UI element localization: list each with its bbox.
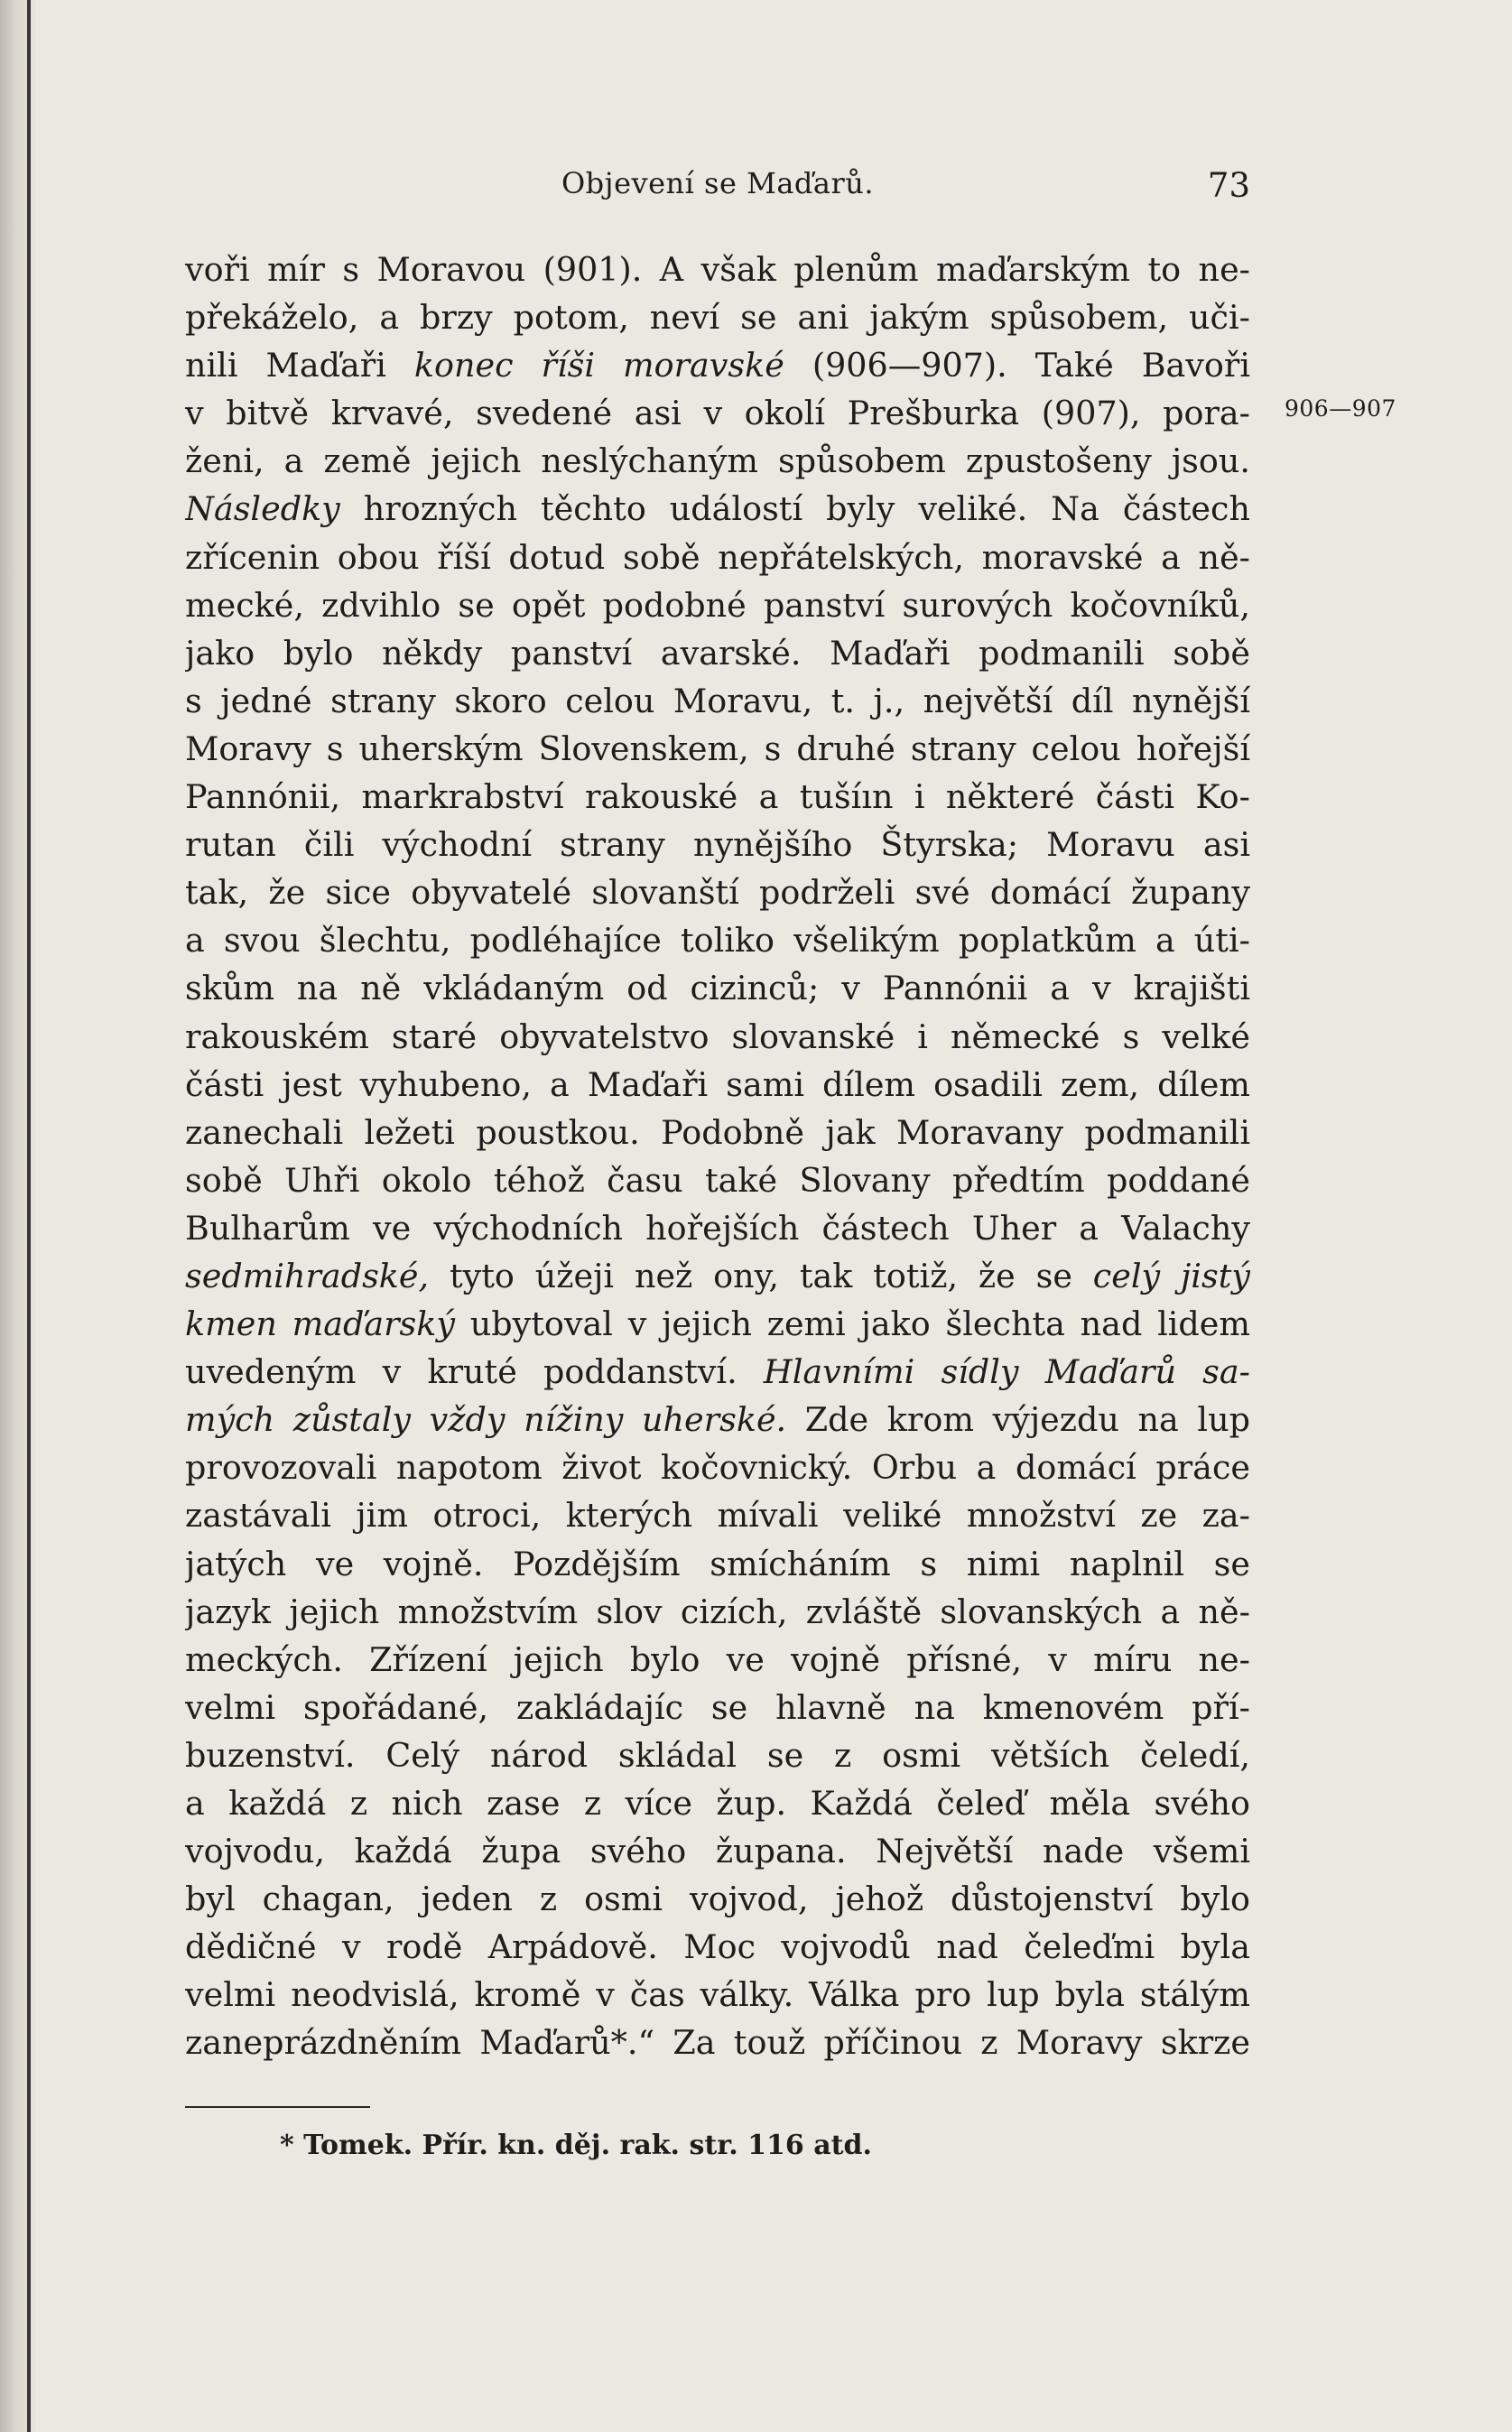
- text-line: [185, 1684, 1250, 1731]
- text-segment: velmi neodvislá, kromě v čas války. Válka pro lup byla stálým: [185, 1975, 1250, 2015]
- text-line: [185, 1971, 1250, 2019]
- text-line: [185, 1443, 1250, 1491]
- text-line: [185, 1731, 1250, 1779]
- text-line: [185, 821, 1250, 868]
- text-line: [185, 485, 1250, 533]
- text-line: [185, 1156, 1250, 1204]
- text-line: [185, 1300, 1250, 1348]
- text-line: [185, 1636, 1250, 1684]
- text-segment: jazyk jejich množstvím slov cizích, zvláště slovanských a ně-: [185, 1592, 1250, 1631]
- text-line: [185, 629, 1250, 677]
- italic-text: konec říši moravské: [413, 346, 784, 385]
- text-segment: s jedné strany skoro celou Moravu, t. j., největší díl nynější: [185, 681, 1250, 720]
- text-line: [185, 1348, 1250, 1396]
- footnote-rule: [185, 2106, 370, 2108]
- text-segment: Bulharům ve východních hořejších částech Uher a Valachy: [185, 1208, 1250, 1248]
- text-segment: zřícenin obou říší dotud sobě nepřátelských, moravské a ně-: [185, 537, 1250, 577]
- text-line: [185, 389, 1250, 437]
- footnote: * Tomek. Přír. kn. děj. rak. str. 116 atd.: [280, 2130, 872, 2161]
- italic-text: Hlavními sídly Maďarů sa-: [763, 1352, 1250, 1392]
- text-line: [185, 964, 1250, 1012]
- text-line: [185, 341, 1250, 389]
- text-segment: dědičné v rodě Arpádově. Moc vojvodů nad čeleďmi byla: [185, 1927, 1250, 1967]
- text-line: [185, 1540, 1250, 1588]
- text-line: [185, 868, 1250, 916]
- italic-text: celý jistý: [1092, 1256, 1250, 1295]
- text-segment: (906—907). Také Bavoři: [784, 346, 1250, 385]
- text-segment: tak, že sice obyvatelé slovanští podrželi své domácí župany: [185, 873, 1250, 913]
- running-head: Objevení se Maďarů.: [561, 166, 875, 200]
- text-segment: velmi spořádané, zakládajíc se hlavně na kmenovém pří-: [185, 1687, 1250, 1727]
- text-segment: provozovali napotom život kočovnický. Orbu a domácí práce: [185, 1448, 1250, 1488]
- text-segment: zanechali ležeti poustkou. Podobně jak Moravany podmanili: [185, 1112, 1250, 1152]
- text-segment: sobě Uhři okolo téhož času také Slovany předtím poddané: [185, 1160, 1250, 1200]
- text-line: [185, 1923, 1250, 1971]
- text-segment: rutan čili východní strany nynějšího Štyrska; Moravu asi: [185, 825, 1250, 865]
- text-segment: jatých ve vojně. Pozdějším smícháním s nimi naplnil se: [185, 1544, 1250, 1583]
- page-header: [185, 166, 1250, 211]
- text-segment: Moravy s uherským Slovenskem, s druhé strany celou hořejší: [185, 729, 1250, 768]
- text-segment: byl chagan, jeden z osmi vojvod, jehož důstojenství bylo: [185, 1880, 1250, 1919]
- text-segment: nili Maďaři: [185, 346, 414, 385]
- text-line: [185, 1396, 1250, 1443]
- book-spine-edge: [27, 0, 31, 2432]
- text-segment: vojvodu, každá župa svého župana. Největší nade všemi: [185, 1832, 1250, 1871]
- text-segment: zastávali jim otroci, kterých mívali veliké množství ze za-: [185, 1496, 1250, 1536]
- text-segment: tyto úžeji než ony, tak totiž, že se: [429, 1256, 1093, 1295]
- text-segment: buzenství. Celý národ skládal se z osmi větších čeledí,: [185, 1735, 1250, 1775]
- text-line: [185, 677, 1250, 725]
- margin-date-note: 906—907: [1285, 395, 1396, 422]
- text-line: [185, 1779, 1250, 1827]
- text-segment: v bitvě krvavé, svedené asi v okolí Prešburka (907), pora-: [185, 394, 1250, 433]
- text-line: [185, 293, 1250, 341]
- text-line: [185, 1013, 1250, 1061]
- text-segment: hrozných těchto událostí byly veliké. Na částech: [339, 489, 1250, 529]
- text-segment: Pannónii, markrabství rakouské a tušíın i některé části Ko-: [185, 777, 1250, 817]
- text-segment: zaneprázdněním Maďarů*.“ Za touž příčinou z Moravy skrze: [185, 2023, 1250, 2063]
- text-segment: Zde krom výjezdu na lup: [786, 1400, 1250, 1440]
- text-segment: meckých. Zřízení jejich bylo ve vojně přísné, v míru ne-: [185, 1639, 1250, 1679]
- text-line: [185, 1109, 1250, 1156]
- text-line: [185, 773, 1250, 821]
- text-line: [185, 534, 1250, 581]
- italic-text: mých zůstaly vždy nížiny uherské.: [185, 1400, 787, 1440]
- page-number: 73: [1207, 166, 1250, 205]
- text-line: [185, 1252, 1250, 1300]
- text-line: [185, 1827, 1250, 1875]
- text-line: [185, 1204, 1250, 1252]
- text-segment: uvedeným v kruté poddanství.: [185, 1352, 764, 1392]
- text-segment: skům na ně vkládaným od cizinců; v Pannónii a v krajišti: [185, 969, 1250, 1008]
- text-segment: jako bylo někdy panství avarské. Maďaři podmanili sobě: [185, 633, 1250, 673]
- italic-text: sedmihradské,: [185, 1256, 430, 1295]
- text-segment: části jest vyhubeno, a Maďaři sami dílem osadili zem, dílem: [185, 1064, 1250, 1104]
- text-segment: voři mír s Moravou (901). A však plenům maďarským to ne-: [185, 250, 1250, 289]
- text-line: [185, 437, 1250, 485]
- text-segment: překáželo, a brzy potom, neví se ani jakým spůsobem, uči-: [185, 298, 1250, 338]
- text-line: [185, 1875, 1250, 1923]
- text-segment: a každá z nich zase z více žup. Každá čeleď měla svého: [185, 1784, 1250, 1823]
- text-segment: mecké, zdvihlo se opět podobné panství surových kočovníků,: [185, 585, 1250, 625]
- text-line: [185, 1588, 1250, 1636]
- text-segment: ubytoval v jejich zemi jako šlechta nad lidem: [455, 1304, 1250, 1344]
- text-segment: ženi, a země jejich neslýchaným spůsobem zpustošeny jsou.: [185, 441, 1250, 481]
- text-segment: a svou šlechtu, podléhajíce toliko všelikým poplatkům a úti-: [185, 921, 1250, 961]
- italic-text: Následky: [185, 489, 340, 529]
- text-line: [185, 1491, 1250, 1539]
- text-line: [185, 2019, 1250, 2066]
- text-line: [185, 916, 1250, 964]
- italic-text: kmen maďarský: [185, 1304, 456, 1344]
- book-spine-shadow: [0, 0, 36, 2432]
- body-text: [185, 246, 1250, 2067]
- text-line: [185, 581, 1250, 629]
- text-line: [185, 725, 1250, 773]
- text-segment: rakouském staré obyvatelstvo slovanské i německé s velké: [185, 1016, 1250, 1056]
- text-line: [185, 246, 1250, 293]
- text-line: [185, 1061, 1250, 1109]
